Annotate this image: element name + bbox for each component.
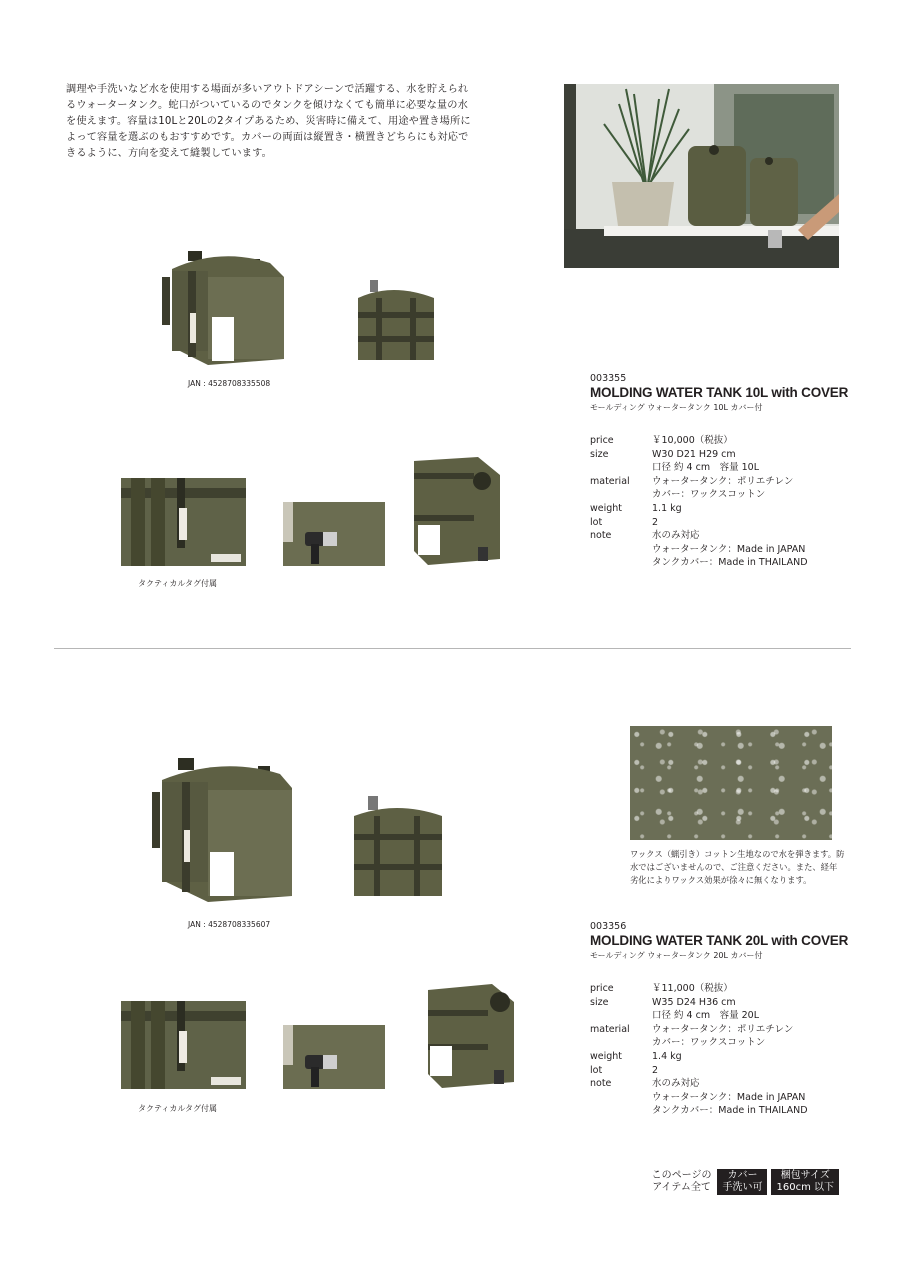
spec-note-row-2 (590, 1091, 840, 1105)
spec-size: W35 D24 H36 cm (652, 996, 736, 1008)
spec-origin-tank: ウォータータンク：Made in JAPAN (652, 1091, 806, 1103)
spec-material-row-2 (590, 488, 840, 502)
washable-badge-line2: 手洗い可 (722, 1182, 763, 1193)
spec-note: 水のみ対応 (652, 530, 700, 542)
section-divider (54, 648, 851, 649)
spec-material: ウォータータンク：ポリエチレン (652, 475, 794, 487)
spout-detail-photo (283, 502, 385, 566)
product-20l-photo-main (152, 756, 298, 904)
spec-label: price (590, 983, 614, 994)
fabric-note: ワックス（蝋引き）コットン生地なので水を弾きます。防水ではございませんので、ご注意ください。また、経年劣化によりワックス効果が徐々に無くなります。 (630, 849, 845, 885)
spec-weight: 1.1 kg (652, 502, 682, 514)
spec-lot: 2 (652, 516, 659, 528)
spec-weight-row (590, 1050, 840, 1064)
spec-label: size (590, 996, 609, 1008)
jan-code: JAN : 4528708335508 (188, 379, 271, 388)
spec-lot: 2 (652, 1064, 659, 1076)
product-title: MOLDING WATER TANK 20L with COVER (590, 933, 849, 948)
lifestyle-photo (564, 84, 839, 268)
spec-size: W30 D21 H29 cm (652, 448, 736, 460)
spout-detail-photo (283, 1025, 385, 1089)
spec-size-row-2 (590, 461, 840, 475)
spec-origin-cover: タンクカバー：Made in THAILAND (652, 557, 808, 569)
spec-material-row (590, 1023, 840, 1037)
care-badges (652, 1169, 839, 1195)
spec-table (590, 434, 840, 570)
product-10l-photo-alt (352, 278, 440, 368)
badge-lead-line1: このページの (651, 1170, 712, 1181)
spec-label: weight (590, 502, 623, 514)
spec-label: lot (590, 516, 603, 528)
spec-size-row (590, 996, 840, 1010)
spec-material-row (590, 475, 840, 489)
spec-note-row-3 (590, 1104, 840, 1118)
spec-label: note (590, 530, 612, 542)
spec-note: 水のみ対応 (652, 1078, 700, 1090)
spec-material-row-2 (590, 1036, 840, 1050)
spec-note-row (590, 1077, 840, 1091)
spec-lot-row (590, 516, 840, 530)
tag-detail-photo (121, 1001, 246, 1089)
spec-label: price (590, 435, 614, 446)
spec-table (590, 982, 840, 1118)
tag-caption: タクティカルタグ付属 (138, 1104, 218, 1113)
spec-note-row-3 (590, 556, 840, 570)
product-10l-photo-main (160, 247, 288, 367)
spec-size-row (590, 448, 840, 462)
product-subtitle: モールディング ウォータータンク 10L カバー付 (590, 403, 763, 412)
product-subtitle: モールディング ウォータータンク 20L カバー付 (590, 951, 763, 960)
spec-label: material (590, 1023, 630, 1035)
spec-label: size (590, 448, 609, 460)
spec-material-cover: カバー：ワックスコットン (652, 1037, 766, 1049)
product-code: 003355 (590, 373, 627, 384)
spec-origin-cover: タンクカバー：Made in THAILAND (652, 1105, 808, 1117)
product-20l-photo-alt (348, 796, 448, 904)
spec-label: weight (590, 1050, 623, 1062)
spec-material-cover: カバー：ワックスコットン (652, 489, 766, 501)
tag-caption: タクティカルタグ付属 (138, 579, 218, 588)
package-size-badge-line1: 梱包サイズ (780, 1170, 830, 1181)
package-size-badge-line2: 160cm 以下 (776, 1182, 834, 1193)
spec-material: ウォータータンク：ポリエチレン (652, 1023, 794, 1035)
spec-capacity: 口径 約 4 cm 容量 20L (652, 1010, 759, 1022)
spec-weight-row (590, 502, 840, 516)
product-10l-photo-side (408, 455, 504, 567)
package-size-badge (771, 1169, 839, 1195)
badge-lead-line2: アイテム全て (652, 1182, 711, 1193)
washable-badge (717, 1169, 767, 1195)
spec-label: note (590, 1078, 612, 1090)
washable-badge-line1: カバー (727, 1170, 758, 1181)
spec-label: material (590, 475, 630, 487)
spec-price: ￥10,000（税抜） (652, 435, 733, 446)
tag-detail-photo (121, 478, 246, 566)
spec-note-row-2 (590, 543, 840, 557)
product-20l-photo-side (422, 980, 518, 1090)
product-title: MOLDING WATER TANK 10L with COVER (590, 385, 849, 400)
product-code: 003356 (590, 921, 627, 932)
spec-weight: 1.4 kg (652, 1050, 682, 1062)
spec-note-row (590, 529, 840, 543)
spec-origin-tank: ウォータータンク：Made in JAPAN (652, 543, 806, 555)
spec-capacity: 口径 約 4 cm 容量 10L (652, 462, 759, 474)
spec-label: lot (590, 1064, 603, 1076)
waxed-fabric-photo (630, 726, 832, 840)
spec-price-row (590, 982, 840, 996)
badge-lead (652, 1170, 712, 1194)
jan-code: JAN : 4528708335607 (188, 920, 271, 929)
spec-size-row-2 (590, 1009, 840, 1023)
spec-price: ￥11,000（税抜） (652, 983, 733, 994)
spec-price-row (590, 434, 840, 448)
spec-lot-row (590, 1064, 840, 1078)
intro-text: 調理や手洗いなど水を使用する場面が多いアウトドアシーンで活躍する、水を貯えられるウォータータンク。蛇口がついているのでタンクを傾けなくても簡単に必要な量の水を使えます。容量は10Lと20Lの2タイプあるため、災害時に備えて、用途や置き場所によって容量を選ぶのもおすすめです。カバーの両面は縦置き・横置きどちらにも対応できるように、方向を変えて縫製しています。 (66, 84, 471, 159)
